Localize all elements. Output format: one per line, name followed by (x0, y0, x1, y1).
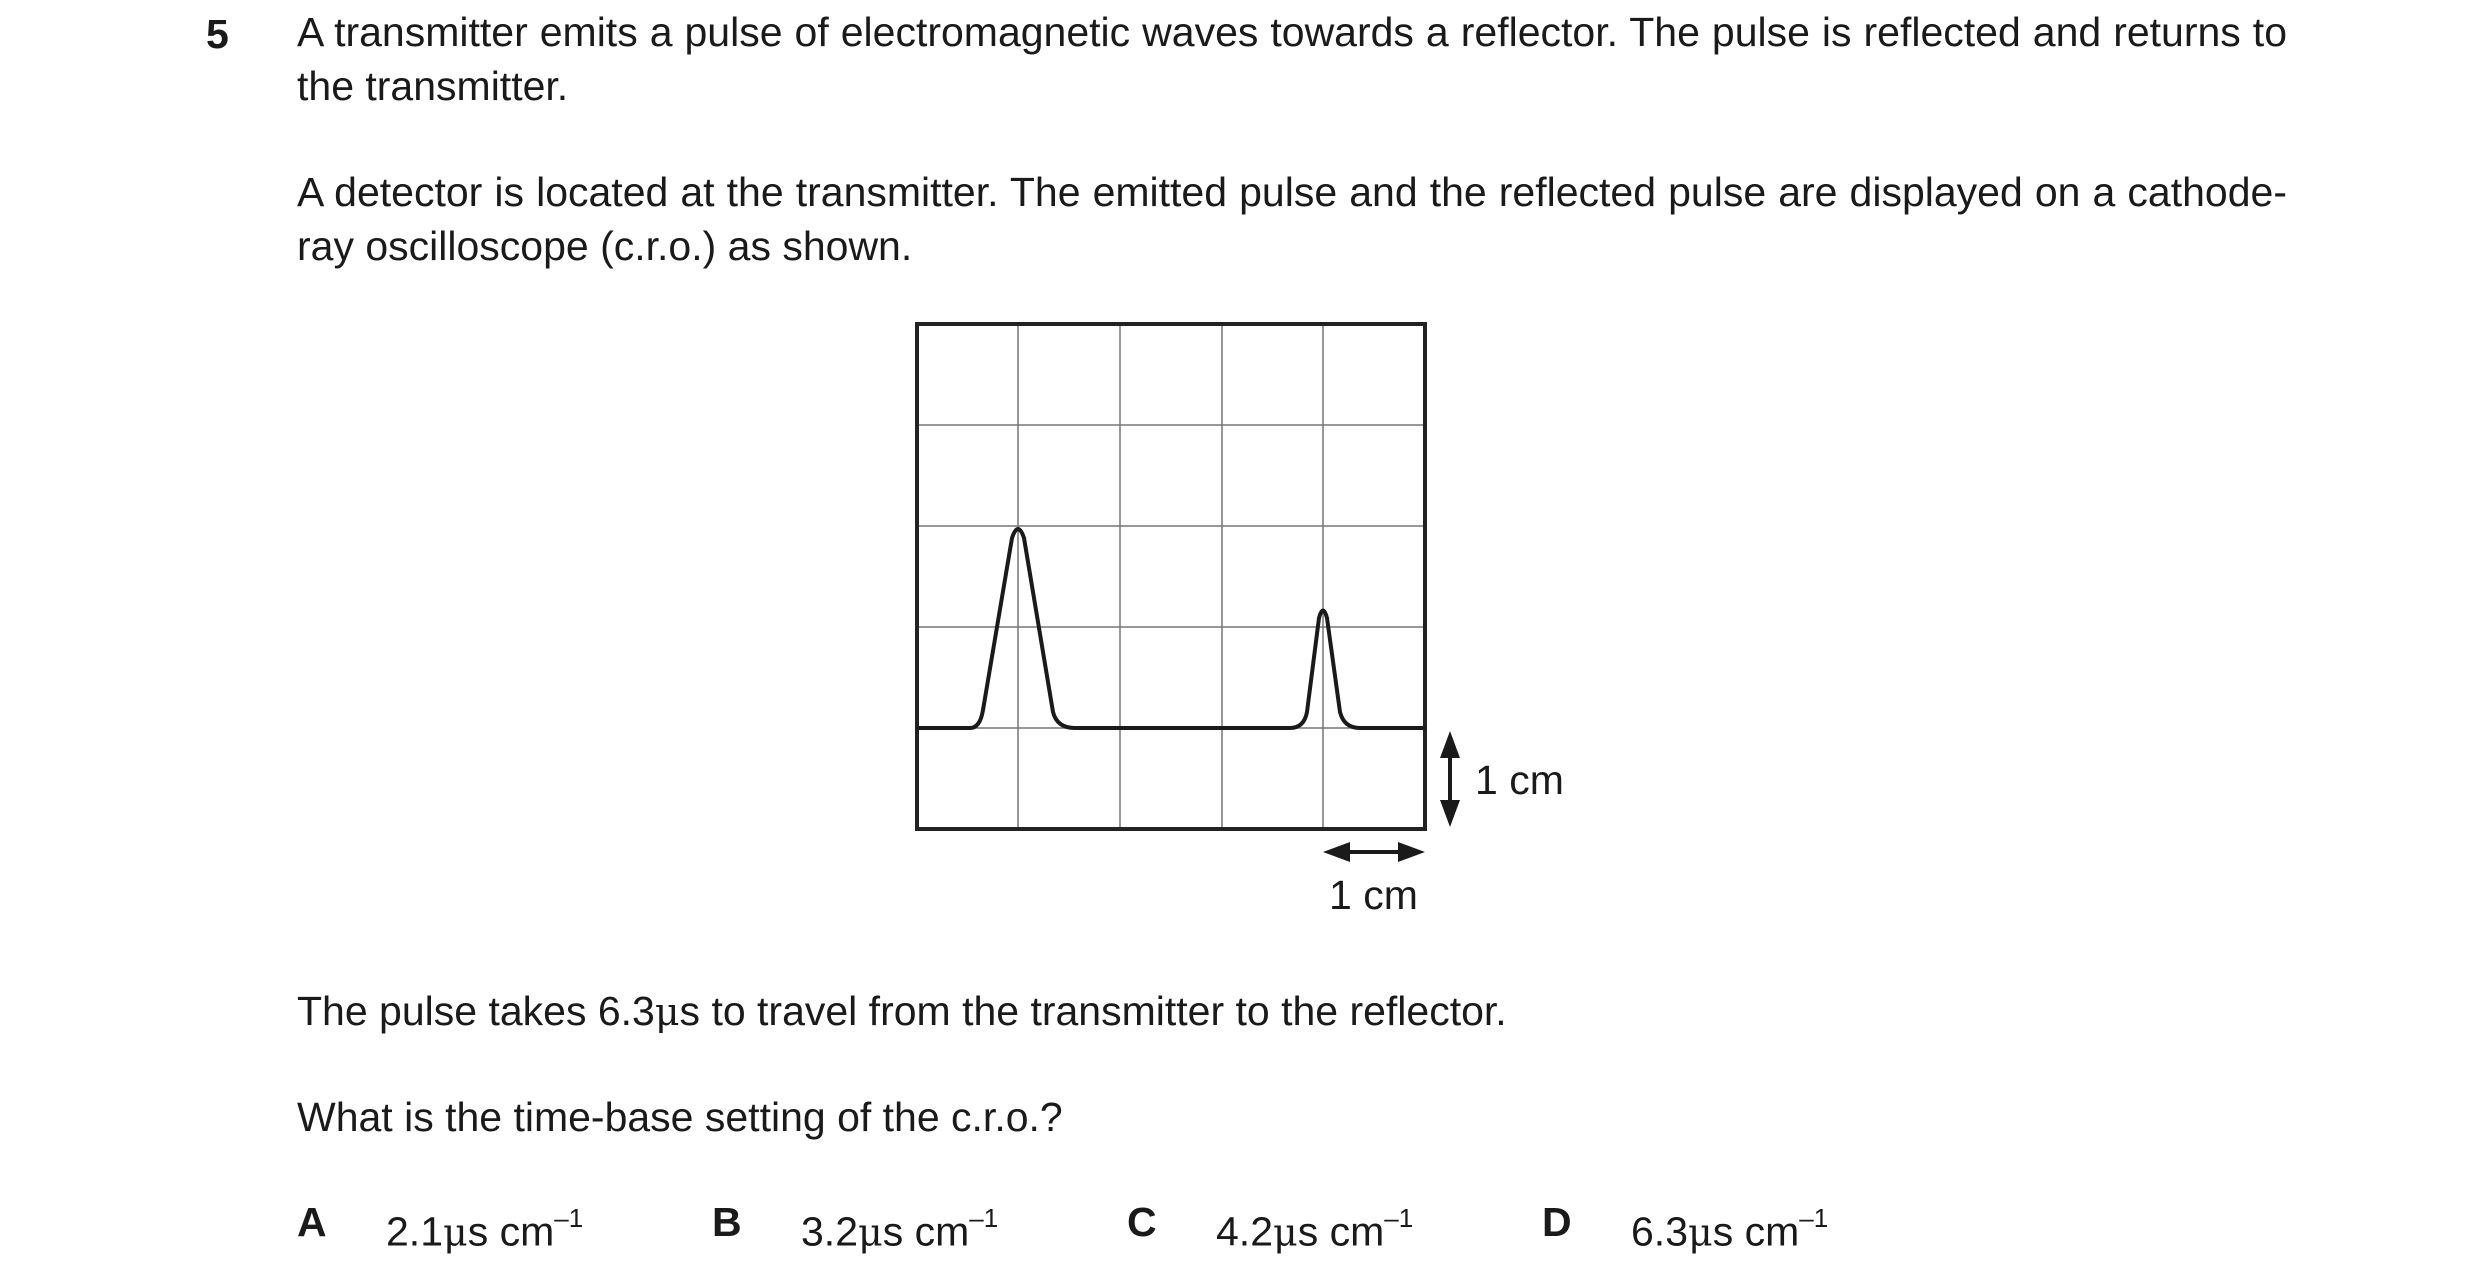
option-d-value[interactable] (1631, 1195, 1828, 1260)
question-setup-paragraph: A detector is located at the transmitter. The emitted pulse and the reflected pulse are displayed on a cathode-ray oscilloscope (c.r.o.) as shown. (297, 169, 2287, 269)
option-a-letter[interactable]: A (297, 1199, 327, 1245)
option-a-unit: s cm (467, 1208, 555, 1255)
option-c-letter[interactable]: C (1127, 1199, 1157, 1245)
horizontal-scale-arrow (1323, 842, 1425, 862)
pulse-time-after: s to travel from the transmitter to the reflector. (679, 988, 1507, 1034)
option-b-unit: s cm (882, 1208, 970, 1255)
option-d-letter[interactable]: D (1542, 1199, 1572, 1245)
option-c-number: 4.2 (1216, 1208, 1273, 1255)
option-d-unit: s cm (1712, 1208, 1800, 1255)
question-number: 5 (206, 11, 229, 57)
option-d-micro: μ (1688, 1210, 1713, 1255)
option-b-micro: μ (858, 1210, 883, 1255)
option-d-exponent: –1 (1799, 1203, 1829, 1233)
option-b-letter[interactable]: B (712, 1199, 742, 1245)
micro-symbol: μ (654, 990, 680, 1034)
trace-waveform (917, 529, 1425, 728)
option-c-unit: s cm (1297, 1208, 1385, 1255)
option-b-exponent: –1 (969, 1203, 999, 1233)
option-b-number: 3.2 (801, 1208, 858, 1255)
question-prompt: What is the time-base setting of the c.r.o.? (297, 1094, 1063, 1140)
option-a-micro: μ (443, 1210, 468, 1255)
cro-grid (917, 324, 1425, 829)
pulse-time-before: The pulse takes 6.3 (297, 988, 655, 1034)
option-a-number: 2.1 (386, 1208, 443, 1255)
option-d-number: 6.3 (1631, 1208, 1688, 1255)
question-intro-paragraph: A transmitter emits a pulse of electromagnetic waves towards a reflector. The pulse is reflected and returns to the transmitter. (297, 9, 2287, 109)
option-a-exponent: –1 (554, 1203, 584, 1233)
option-b-value[interactable] (801, 1195, 998, 1260)
pulse-time-statement (297, 984, 1507, 1039)
option-c-exponent: –1 (1384, 1203, 1414, 1233)
horizontal-scale-label: 1 cm (1329, 872, 1418, 918)
cro-screen-border (917, 324, 1425, 829)
vertical-scale-label: 1 cm (1475, 757, 1564, 803)
vertical-scale-arrow (1440, 731, 1460, 827)
option-c-value[interactable] (1216, 1195, 1413, 1260)
option-c-micro: μ (1273, 1210, 1298, 1255)
option-a-value[interactable] (386, 1195, 583, 1260)
